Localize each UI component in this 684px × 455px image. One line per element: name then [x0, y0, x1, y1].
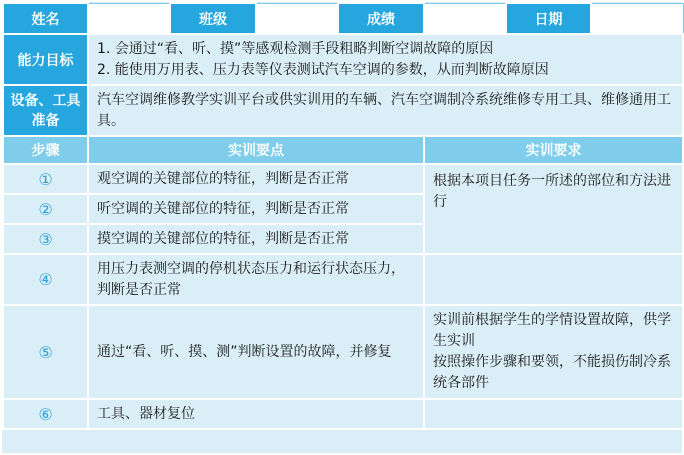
step-point-text: 观空调的关键部位的特征，判断是否正常	[97, 170, 349, 187]
requirement-line-1: 实训前根据学生的学情设置故障，供学生实训	[433, 312, 671, 349]
step-number: ④	[3, 254, 88, 305]
step-point-text: 用压力表测空调的停机状态压力和运行状态压力，判断是否正常	[97, 260, 405, 298]
requirement-step-5	[424, 305, 683, 399]
step-point-text: 工具、器材复位	[97, 405, 195, 422]
equipment-label	[3, 85, 88, 136]
requirement-line-2: 按照操作步骤和要领，不能损伤制冷系统各部件	[433, 354, 671, 391]
step-point	[88, 305, 424, 399]
step-number: ①	[3, 164, 88, 194]
step-point	[88, 399, 424, 429]
step-point	[88, 254, 424, 305]
class-label: 班级	[170, 3, 256, 34]
requirement-text: 根据本项目任务一所述的部位和方法进行	[433, 173, 671, 210]
goals-content	[88, 34, 683, 85]
step-point-text: 通过“看、听、摸、测”判断设置的故障，并修复	[97, 343, 392, 360]
score-field[interactable]	[424, 3, 506, 34]
col-step-header: 步骤	[3, 136, 88, 164]
step-number: ②	[3, 194, 88, 224]
step-number: ⑤	[3, 305, 88, 399]
col-requirements-header: 实训要求	[424, 136, 683, 164]
step-number: ⑥	[3, 399, 88, 429]
step-point	[88, 164, 424, 194]
step-number: ③	[3, 224, 88, 254]
date-field[interactable]	[591, 3, 683, 34]
equipment-text: 汽车空调维修教学实训平台或供实训用的车辆、汽车空调制冷系统维修专用工具、维修通用工具。	[97, 91, 671, 129]
goal-line-1: 1. 会通过“看、听、摸”等感观检测手段粗略判断空调故障的原因	[97, 40, 494, 57]
requirement-step-4	[424, 254, 683, 305]
name-field[interactable]	[88, 3, 170, 34]
class-field[interactable]	[256, 3, 338, 34]
requirement-step-6	[424, 399, 683, 429]
equipment-label-text: 设备、工具准备	[10, 92, 81, 129]
step-point-text: 摸空调的关键部位的特征，判断是否正常	[97, 230, 349, 247]
training-record-form	[2, 2, 682, 453]
requirement-steps-1-3	[424, 164, 683, 254]
goal-line-2: 2. 能使用万用表、压力表等仪表测试汽车空调的参数，从而判断故障原因	[97, 61, 549, 78]
step-point	[88, 194, 424, 224]
step-point-text: 听空调的关键部位的特征，判断是否正常	[97, 200, 349, 217]
form-table	[2, 2, 684, 430]
col-points-header: 实训要点	[88, 136, 424, 164]
name-label: 姓名	[3, 3, 88, 34]
step-point	[88, 224, 424, 254]
date-label: 日期	[506, 3, 591, 34]
score-label: 成绩	[338, 3, 424, 34]
equipment-content	[88, 85, 683, 136]
goals-label: 能力目标	[3, 34, 88, 85]
